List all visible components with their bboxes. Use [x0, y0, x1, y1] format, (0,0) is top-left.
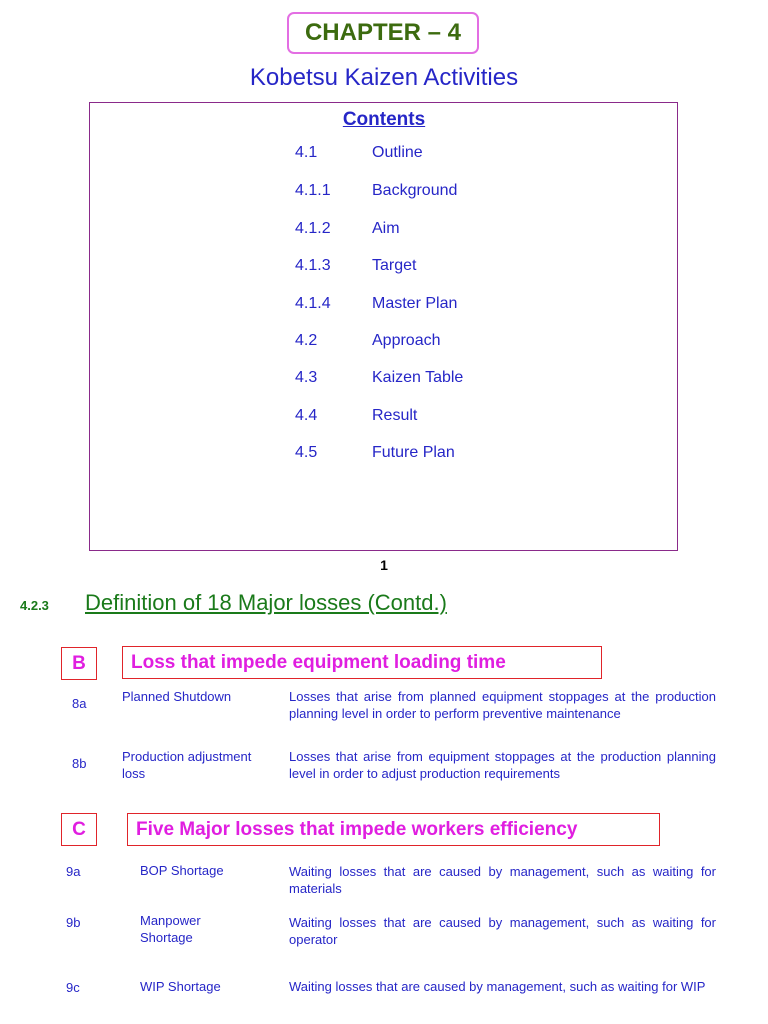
- loss-name: WIP Shortage: [140, 979, 221, 994]
- loss-code: 9b: [66, 915, 81, 930]
- toc-item-title[interactable]: Result: [372, 407, 418, 424]
- loss-code: 9a: [66, 864, 81, 879]
- loss-description: Waiting losses that are caused by management, such as waiting for operator: [289, 915, 716, 947]
- loss-code: 8a: [72, 696, 87, 711]
- toc-item-number: 4.1.1: [295, 182, 331, 199]
- loss-description: Waiting losses that are caused by management, such as waiting for materials: [289, 864, 716, 896]
- loss-description: Losses that arise from equipment stoppages at the production planning level in order to adjust production requirements: [289, 749, 716, 781]
- loss-description: Waiting losses that are caused by management, such as waiting for WIP: [289, 979, 706, 994]
- toc-item-title[interactable]: Outline: [372, 144, 423, 161]
- group-b-heading: Loss that impede equipment loading time: [122, 646, 602, 679]
- page-number: 1: [380, 557, 388, 573]
- toc-item-number: 4.1.2: [295, 220, 331, 237]
- group-c-letter-box: C: [61, 813, 97, 846]
- toc-item-number: 4.1: [295, 144, 318, 161]
- group-b-letter-box: B: [61, 647, 97, 680]
- loss-description: Losses that arise from planned equipment stoppages at the production planning level in order to perform preventive maintenance: [289, 689, 716, 721]
- toc-item-title[interactable]: Background: [372, 182, 458, 199]
- loss-name: Manpower Shortage: [140, 913, 201, 945]
- loss-name: Planned Shutdown: [122, 689, 232, 704]
- toc-item-number: 4.2: [295, 332, 318, 349]
- loss-code: 8b: [72, 756, 87, 771]
- section-title: Definition of 18 Major losses (Contd.): [85, 590, 447, 615]
- toc-item-title[interactable]: Aim: [372, 220, 400, 237]
- loss-code: 9c: [66, 980, 80, 995]
- loss-name: BOP Shortage: [140, 863, 224, 878]
- toc-item-number: 4.4: [295, 407, 318, 424]
- toc-item-number: 4.1.3: [295, 257, 331, 274]
- toc-item-title[interactable]: Approach: [372, 332, 441, 349]
- section-number: 4.2.3: [20, 598, 49, 613]
- loss-name: Production adjustment loss: [122, 749, 252, 781]
- chapter-title: Kobetsu Kaizen Activities: [249, 64, 519, 91]
- contents-box: [89, 102, 678, 551]
- chapter-label: CHAPTER – 4: [287, 12, 479, 54]
- group-c-heading: Five Major losses that impede workers efficiency: [127, 813, 660, 846]
- toc-item-number: 4.5: [295, 444, 318, 461]
- toc-item-number: 4.1.4: [295, 295, 331, 312]
- toc-item-title[interactable]: Master Plan: [372, 295, 458, 312]
- toc-item-number: 4.3: [295, 369, 318, 386]
- toc-item-title[interactable]: Target: [372, 257, 417, 274]
- toc-item-title[interactable]: Kaizen Table: [372, 369, 464, 386]
- contents-heading: Contents: [342, 109, 426, 130]
- toc-item-title[interactable]: Future Plan: [372, 444, 455, 461]
